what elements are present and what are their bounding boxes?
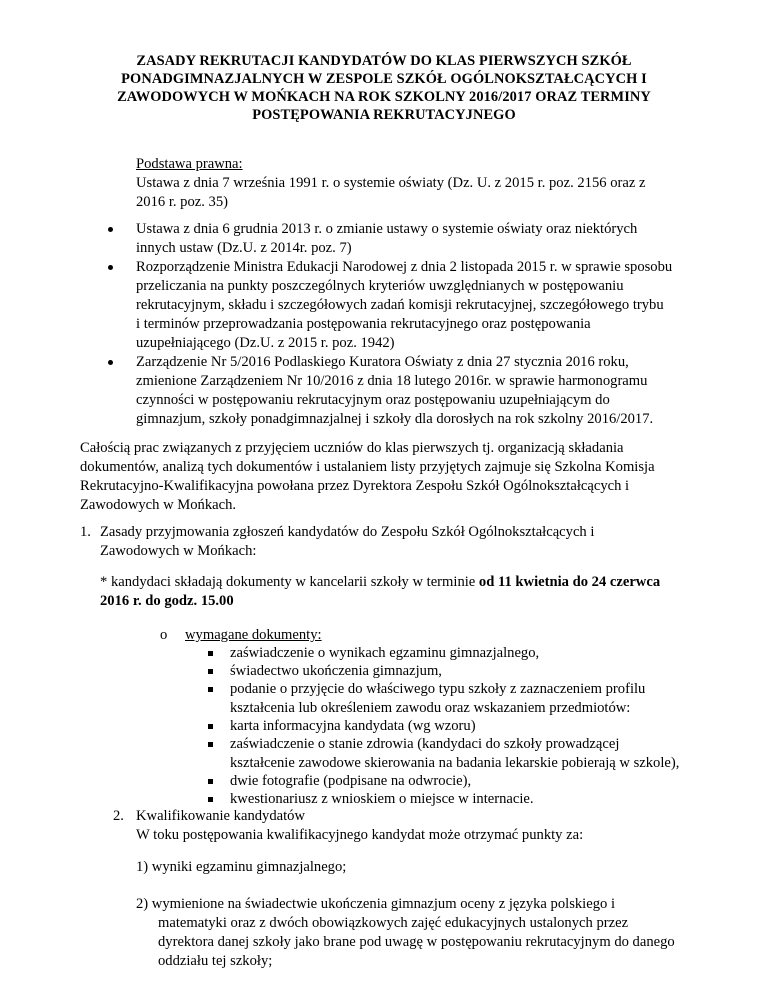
doc-item-line: kwestionariusz z wnioskiem o miejsce w internacie. (230, 791, 534, 807)
paragraph-line: Zawodowych w Mońkach. (80, 497, 237, 513)
doc-item-line: kształcenia lub określeniem zawodu oraz wskazaniem przedmiotów: (230, 700, 631, 716)
legal-bullet (136, 258, 672, 353)
circle-bullet-icon: o (160, 627, 168, 643)
doc-item (230, 644, 539, 663)
paragraph-line: Rekrutacyjno-Kwalifikacyjna powołana przez Dyrektora Zespołu Szkół Ogólnokształcących i (80, 478, 630, 494)
legal-bullet-line: Rozporządzenie Ministra Edukacji Narodowej z dnia 2 listopada 2015 r. w sprawie sposobu (136, 259, 673, 275)
square-bullet-icon (208, 742, 213, 747)
doc-item (230, 680, 645, 718)
criterion-line: 2) wymienione na świadectwie ukończenia gimnazjum oceny z języka polskiego i (136, 896, 615, 912)
intro-paragraph (80, 439, 655, 515)
deadline-time: 2016 r. do godz. 15.00 (100, 593, 234, 609)
doc-item (230, 772, 471, 791)
square-bullet-icon (208, 797, 213, 802)
section-line: Zasady przyjmowania zgłoszeń kandydatów do Zespołu Szkół Ogólnokształcących i (100, 524, 595, 540)
document-title (80, 52, 688, 124)
section-2-number: 2. (113, 808, 124, 824)
doc-item-line: podanie o przyjęcie do właściwego typu szkoły z zaznaczeniem profilu (230, 681, 646, 697)
section-line: Zawodowych w Mońkach: (100, 543, 257, 559)
doc-item (230, 717, 476, 736)
criterion-1: 1) wyniki egzaminu gimnazjalnego; (136, 859, 347, 875)
doc-item-line: karta informacyjna kandydata (wg wzoru) (230, 718, 476, 734)
section-1-number: 1. (80, 524, 91, 540)
bullet-icon (108, 265, 113, 270)
deadline-note (100, 573, 660, 611)
bullet-icon (108, 360, 113, 365)
legal-basis-line: Ustawa z dnia 7 września 1991 r. o systemie oświaty (Dz. U. z 2015 r. poz. 2156 oraz z (136, 175, 646, 191)
criterion-line: matematyki oraz z dwóch obowiązkowych zajęć edukacyjnych ustalonych przez (158, 915, 629, 931)
criterion-line: dyrektora danej szkoły jako brane pod uwagę w postępowaniu rekrutacyjnym do danego (158, 934, 675, 950)
title-line: ZAWODOWYCH W MOŃKACH NA ROK SZKOLNY 2016/2017 ORAZ TERMINY (117, 89, 651, 105)
legal-bullet (136, 353, 653, 429)
criterion-line: oddziału tej szkoły; (158, 953, 273, 969)
doc-item-line: zaświadczenie o wynikach egzaminu gimnazjalnego, (230, 645, 540, 661)
legal-bullet-line: innych ustaw (Dz.U. z 2014r. poz. 7) (136, 240, 352, 256)
title-line: PONADGIMNAZJALNYCH W ZESPOLE SZKÓŁ OGÓLNOKSZTAŁCĄCYCH I (121, 71, 647, 87)
legal-bullet-line: zmienione Zarządzeniem Nr 10/2016 z dnia 18 lutego 2016r. w sprawie harmonogramu (136, 373, 648, 389)
legal-bullet-line: uzupełniającego (Dz.U. z 2015 r. poz. 1942) (136, 335, 395, 351)
square-bullet-icon (208, 669, 213, 674)
doc-item (230, 662, 442, 681)
doc-item-line: dwie fotografie (podpisane na odwrocie), (230, 773, 472, 789)
paragraph-line: dokumentów, analizą tych dokumentów i ustalaniem listy przyjętych zajmuje się Szkolna Komisja (80, 459, 655, 475)
legal-basis-heading: Podstawa prawna: (136, 156, 243, 172)
section-1-heading (100, 523, 594, 561)
legal-basis (136, 155, 645, 212)
doc-item-line: zaświadczenie o stanie zdrowia (kandydaci do szkoły prowadzącej (230, 736, 620, 752)
deadline-dates: od 11 kwietnia do 24 czerwca (478, 574, 661, 590)
square-bullet-icon (208, 651, 213, 656)
legal-bullet-line: i terminów przeprowadzania postępowania rekrutacyjnego oraz postępowania (136, 316, 591, 332)
doc-item-line: kształcenie zawodowe skierowania na badania lekarskie pobierają w szkole), (230, 755, 680, 771)
title-line: POSTĘPOWANIA REKRUTACYJNEGO (252, 107, 516, 123)
legal-bullet-line: czynności w postępowaniu rekrutacyjnym oraz postępowaniu uzupełniającym do (136, 392, 610, 408)
doc-item (230, 735, 679, 773)
deadline-text: * kandydaci składają dokumenty w kancelarii szkoły w terminie (100, 574, 479, 590)
square-bullet-icon (208, 779, 213, 784)
section-2-heading: Kwalifikowanie kandydatów (136, 808, 305, 824)
docs-heading: wymagane dokumenty: (185, 627, 322, 643)
legal-bullet (136, 220, 637, 258)
section-2 (136, 807, 583, 845)
paragraph-line: Całością prac związanych z przyjęciem uczniów do klas pierwszych tj. organizacją składania (80, 440, 624, 456)
legal-bullet-line: Ustawa z dnia 6 grudnia 2013 r. o zmianie ustawy o systemie oświaty oraz niektórych (136, 221, 638, 237)
title-line: ZASADY REKRUTACJI KANDYDATÓW DO KLAS PIERWSZYCH SZKÓŁ (136, 53, 632, 69)
doc-item-line: świadectwo ukończenia gimnazjum, (230, 663, 442, 679)
square-bullet-icon (208, 724, 213, 729)
section-2-intro: W toku postępowania kwalifikacyjnego kandydat może otrzymać punkty za: (136, 827, 584, 843)
legal-bullet-line: Zarządzenie Nr 5/2016 Podlaskiego Kuratora Oświaty z dnia 27 stycznia 2016 roku, (136, 354, 629, 370)
legal-bullet-line: przeliczania na punkty poszczególnych kryteriów uwzględnianych w postępowaniu (136, 278, 624, 294)
legal-bullet-line: gimnazjum, szkoły ponadgimnazjalnej i szkoły dla dorosłych na rok szkolny 2016/2017. (136, 411, 654, 427)
criterion-2 (136, 895, 675, 971)
legal-bullet-line: rekrutacyjnym, składu i szczegółowych zadań komisji rekrutacyjnej, szczegółowego trybu (136, 297, 664, 313)
bullet-icon (108, 227, 113, 232)
legal-basis-line: 2016 r. poz. 35) (136, 194, 229, 210)
square-bullet-icon (208, 687, 213, 692)
